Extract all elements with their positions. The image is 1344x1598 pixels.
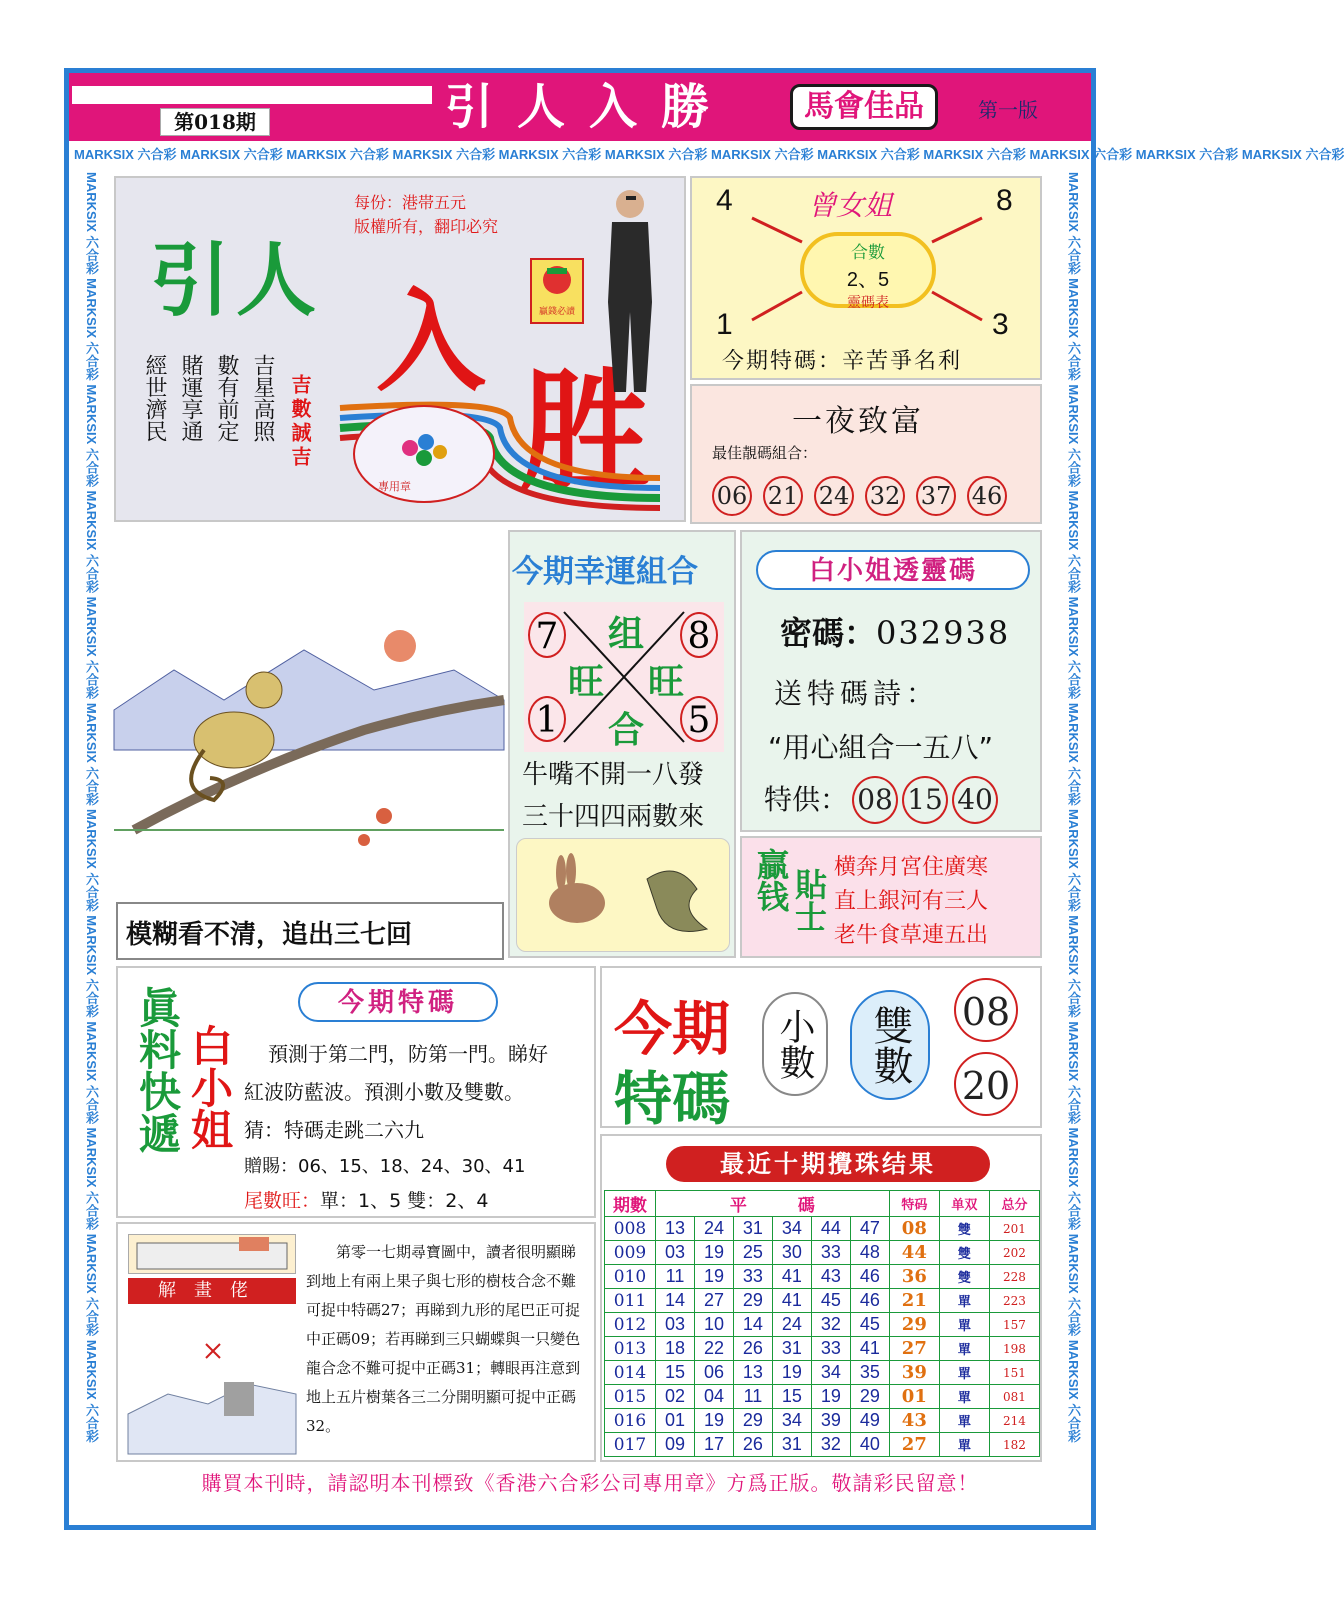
number-cell: 09 (656, 1433, 695, 1457)
hero-title-red1: 入 (376, 278, 486, 406)
total-cell: 228 (989, 1265, 1039, 1289)
table-row (605, 1265, 1040, 1289)
number-cell: 46 (850, 1265, 889, 1289)
rich-num: 21 (763, 476, 803, 516)
oddeven-cell: 單 (939, 1385, 989, 1409)
poem-red: 吉數誠吉 (288, 374, 312, 470)
lucky-right: 旺 (648, 662, 685, 703)
number-cell: 41 (850, 1337, 889, 1361)
special-cell: 27 (889, 1433, 939, 1457)
number-cell: 14 (656, 1289, 695, 1313)
table-row (605, 1337, 1040, 1361)
small-number-tag: 小數 (762, 992, 828, 1096)
header-total: 总分 (989, 1191, 1039, 1217)
footer-notice: 購買本刊時，請認明本刊標致《香港六合彩公司專用章》方爲正版。敬請彩民留意！ (201, 1471, 979, 1495)
number-cell: 40 (850, 1433, 889, 1457)
table-row (605, 1361, 1040, 1385)
number-cell: 48 (850, 1241, 889, 1265)
lucky-top: 组 (608, 614, 645, 655)
special-line1: 預測于第二門，防第一門。睇好 (268, 1042, 548, 1066)
special-title: 今期特碼 (298, 982, 498, 1022)
period-cell: 015 (605, 1385, 656, 1409)
period-cell: 012 (605, 1313, 656, 1337)
number-cell: 11 (733, 1385, 772, 1409)
number-cell: 32 (811, 1313, 850, 1337)
number-cell: 29 (733, 1289, 772, 1313)
number-cell: 03 (656, 1313, 695, 1337)
seal-sub: 專用章 (378, 480, 411, 493)
number-cell: 06 (694, 1361, 733, 1385)
poem-block (130, 354, 300, 442)
number-cell: 19 (811, 1385, 850, 1409)
tseng-panel (690, 176, 1042, 380)
number-cell: 22 (694, 1337, 733, 1361)
special-line5 (244, 1186, 488, 1213)
oddeven-cell: 單 (939, 1361, 989, 1385)
period-cell: 008 (605, 1217, 656, 1241)
header-blank (72, 86, 432, 104)
special-cell: 43 (889, 1409, 939, 1433)
table-row (605, 1241, 1040, 1265)
total-cell: 202 (989, 1241, 1039, 1265)
rich-panel (690, 384, 1042, 524)
number-cell: 35 (850, 1361, 889, 1385)
big-special-panel (600, 966, 1042, 1133)
number-cell: 11 (656, 1265, 695, 1289)
bai-secret-label: 密碼： (780, 614, 877, 652)
number-cell: 34 (811, 1361, 850, 1385)
number-cell: 41 (772, 1265, 811, 1289)
number-cell: 45 (811, 1289, 850, 1313)
total-cell: 223 (989, 1289, 1039, 1313)
big-special-title2: 特碼 (614, 1065, 731, 1133)
special-line5-label: 尾數旺： (244, 1190, 321, 1212)
number-cell: 03 (656, 1241, 695, 1265)
total-cell: 157 (989, 1313, 1039, 1337)
total-cell: 198 (989, 1337, 1039, 1361)
number-cell: 34 (772, 1409, 811, 1433)
number-cell: 45 (850, 1313, 889, 1337)
header-numbers: 平 碼 (656, 1191, 890, 1217)
results-table (604, 1190, 1040, 1457)
marksix-strip-right (1062, 172, 1084, 1462)
bai-poem: “用心組合一五八” (768, 731, 994, 764)
special-line5-value: 單：1、5 雙：2、4 (320, 1190, 489, 1212)
blur-caption: 模糊看不清，追出三七回 (126, 920, 413, 950)
lemur-scene-image (114, 530, 504, 860)
bai-supply-num: 15 (902, 776, 948, 824)
special-cell: 44 (889, 1241, 939, 1265)
fist-icon (532, 260, 582, 300)
tseng-num-bl: 1 (716, 308, 733, 341)
number-cell: 46 (850, 1289, 889, 1313)
number-cell: 15 (656, 1361, 695, 1385)
results-title: 最近十期攪珠结果 (666, 1146, 990, 1182)
lucky-line1: 牛嘴不開一八發 (522, 760, 705, 790)
oddeven-cell: 雙 (939, 1265, 989, 1289)
number-cell: 29 (850, 1385, 889, 1409)
number-cell: 04 (694, 1385, 733, 1409)
rich-numbers (712, 476, 1018, 516)
number-cell: 19 (772, 1361, 811, 1385)
special-side-green: 眞料快遞 (133, 986, 182, 1154)
number-cell: 19 (694, 1241, 733, 1265)
number-cell: 32 (811, 1433, 850, 1457)
number-cell: 18 (656, 1337, 695, 1361)
poem-col-2: 賭運享通 (178, 354, 203, 442)
lucky-num-tl: 7 (528, 612, 566, 658)
strip-text: MARKSIX 六合彩 MARKSIX 六合彩 MARKSIX 六合彩 MARKSIX 六合彩 MARKSIX 六合彩 MARKSIX 六合彩 MARKSIX 六合彩 MARKSIX 六合彩 MARKSIX 六合彩 MARKSIX 六合彩 MARKSIX 六合彩 MARKSIX 六合彩 (74, 147, 1344, 162)
big-special-title1: 今期 (614, 995, 731, 1063)
rich-num: 06 (712, 476, 752, 516)
number-cell: 41 (772, 1289, 811, 1313)
oddeven-cell: 雙 (939, 1217, 989, 1241)
table-row (605, 1313, 1040, 1337)
special-cell: 08 (889, 1217, 939, 1241)
total-cell: 201 (989, 1217, 1039, 1241)
number-cell: 17 (694, 1433, 733, 1457)
lucky-title: 今期幸運組合 (512, 554, 698, 590)
number-cell: 31 (733, 1217, 772, 1241)
bai-supply-num: 08 (852, 776, 898, 824)
strip-text: MARKSIX 六合彩 MARKSIX 六合彩 MARKSIX 六合彩 MARKSIX 六合彩 MARKSIX 六合彩 MARKSIX 六合彩 MARKSIX 六合彩 MARKSIX 六合彩 MARKSIX 六合彩 MARKSIX 六合彩 MARKSIX 六合彩 MARKSIX 六合彩 (1066, 172, 1081, 1443)
lucky-bottom: 合 (608, 710, 645, 751)
rich-num: 46 (967, 476, 1007, 516)
illustration-panel (114, 530, 504, 860)
price-line2: 版權所有，翻印必究 (354, 217, 499, 236)
table-row (605, 1409, 1040, 1433)
number-cell: 14 (733, 1313, 772, 1337)
number-cell: 26 (733, 1433, 772, 1457)
lucky-left: 旺 (568, 662, 605, 703)
bai-panel (740, 530, 1042, 832)
rich-title: 一夜致富 (792, 404, 924, 439)
special-cell: 36 (889, 1265, 939, 1289)
issue-number: 第018期 (160, 108, 270, 136)
special-line4: 贈賜：06、15、18、24、30、41 (244, 1156, 526, 1177)
lucky-cross (524, 602, 724, 752)
tips-line1: 横奔月宮住廣寒 (834, 855, 989, 880)
number-cell: 43 (811, 1265, 850, 1289)
guide-book-image (128, 1234, 296, 1274)
period-cell: 016 (605, 1409, 656, 1433)
special-side-red: 白小姐 (185, 1024, 234, 1150)
oddeven-cell: 單 (939, 1337, 989, 1361)
tseng-num-br: 3 (992, 308, 1009, 341)
book-icon (129, 1235, 297, 1275)
number-cell: 49 (850, 1409, 889, 1433)
edition-label: 第一版 (978, 98, 1038, 122)
rich-subtitle: 最佳靚碼組合： (712, 444, 818, 462)
number-cell: 33 (811, 1337, 850, 1361)
bai-supply-label: 特供： (764, 783, 849, 816)
guide-label: 解畫佬 (128, 1278, 296, 1304)
period-cell: 017 (605, 1433, 656, 1457)
table-row (605, 1289, 1040, 1313)
header-oddeven: 单双 (939, 1191, 989, 1217)
hero-title-green: 引人 (150, 234, 322, 327)
big-special-num: 08 (954, 978, 1018, 1042)
results-panel (600, 1134, 1042, 1462)
lucky-panel (508, 530, 736, 958)
table-row (605, 1385, 1040, 1409)
special-cell: 29 (889, 1313, 939, 1337)
special-cell: 27 (889, 1337, 939, 1361)
number-cell: 25 (733, 1241, 772, 1265)
bai-secret-value: 032938 (876, 614, 1011, 652)
rich-num: 32 (865, 476, 905, 516)
total-cell: 214 (989, 1409, 1039, 1433)
oddeven-cell: 雙 (939, 1241, 989, 1265)
number-cell: 24 (694, 1217, 733, 1241)
man-figure-image (590, 182, 670, 402)
lucky-num-br: 5 (680, 696, 718, 742)
header-period: 期數 (605, 1191, 656, 1217)
oddeven-cell: 單 (939, 1409, 989, 1433)
rabbit-dragon-image (517, 839, 731, 953)
special-cell: 21 (889, 1289, 939, 1313)
price-line1: 每份：港帯五元 (354, 193, 467, 212)
badge-label: 贏錢必讀 (538, 307, 575, 317)
poem-col-4: 吉星高照 (250, 354, 275, 442)
page-title: 引人入勝 (445, 79, 734, 135)
number-cell: 15 (772, 1385, 811, 1409)
total-cell: 151 (989, 1361, 1039, 1385)
bai-supply-num: 40 (952, 776, 998, 824)
hero-panel (114, 176, 686, 522)
number-cell: 33 (811, 1241, 850, 1265)
header-special: 特码 (889, 1191, 939, 1217)
poem-col-3: 數有前定 (214, 354, 239, 442)
special-cell: 01 (889, 1385, 939, 1409)
table-row (605, 1433, 1040, 1457)
tseng-center (800, 232, 936, 311)
period-cell: 014 (605, 1361, 656, 1385)
number-cell: 13 (656, 1217, 695, 1241)
special-line3: 猜：特碼走跳二六九 (244, 1118, 424, 1142)
tips-line3: 老牛食草連五出 (834, 923, 989, 948)
marksix-strip-left (80, 172, 102, 1462)
tseng-special: 今期特碼：辛苦爭名利 (722, 349, 963, 374)
bai-title: 白小姐透靈碼 (756, 550, 1030, 590)
lucky-line2: 三十四四兩數來 (522, 802, 705, 832)
guide-text: 第零一七期尋寶圖中，讀者很明顯睇到地上有兩上果子與七形的樹枝合念不難可捉中特碼27；再睇到九形的尾巴正可捉中正碼09；若再睇到三只蝴蝶與一只變色龍合念不難可捉中正碼31；轉眼再注意到地上五片樹葉各三二分開明顯可捉中正碼32。 (306, 1243, 581, 1435)
winner-badge (530, 258, 584, 324)
period-cell: 011 (605, 1289, 656, 1313)
guide-panel (116, 1222, 596, 1462)
tseng-center-value: 2、5 (846, 269, 890, 291)
tseng-num-tr: 8 (996, 184, 1013, 217)
number-cell: 33 (733, 1265, 772, 1289)
tips-label2: 貼士 (790, 868, 828, 932)
number-cell: 19 (694, 1409, 733, 1433)
number-cell: 31 (772, 1337, 811, 1361)
tseng-center-sub: 靈碼表 (847, 295, 889, 311)
number-cell: 10 (694, 1313, 733, 1337)
period-cell: 013 (605, 1337, 656, 1361)
oddeven-cell: 單 (939, 1313, 989, 1337)
bai-supply (764, 776, 998, 824)
hero-title-red2: 胜 (520, 356, 651, 508)
blur-caption-box (116, 902, 504, 960)
guide-scene-image (128, 1334, 296, 1454)
tseng-center-label: 合數 (851, 243, 885, 263)
oddeven-cell: 單 (939, 1433, 989, 1457)
lucky-num-tr: 8 (680, 612, 718, 658)
number-cell: 26 (733, 1337, 772, 1361)
number-cell: 30 (772, 1241, 811, 1265)
total-cell: 182 (989, 1433, 1039, 1457)
bai-secret (780, 608, 1010, 654)
period-cell: 010 (605, 1265, 656, 1289)
number-cell: 44 (811, 1217, 850, 1241)
number-cell: 02 (656, 1385, 695, 1409)
oddeven-cell: 單 (939, 1289, 989, 1313)
special-cell: 39 (889, 1361, 939, 1385)
number-cell: 13 (733, 1361, 772, 1385)
special-panel (116, 966, 596, 1218)
brand-badge: 馬會佳品 (790, 84, 938, 130)
number-cell: 24 (772, 1313, 811, 1337)
number-cell: 39 (811, 1409, 850, 1433)
tseng-title: 曾女姐 (808, 189, 893, 222)
number-cell: 31 (772, 1433, 811, 1457)
bai-poem-label: 送特碼詩： (774, 677, 940, 710)
special-line2: 紅波防藍波。預測小數及雙數。 (244, 1080, 524, 1104)
zodiac-image-box (516, 838, 730, 952)
number-cell: 01 (656, 1409, 695, 1433)
tseng-num-tl: 4 (716, 184, 733, 217)
tips-panel (740, 836, 1042, 958)
tips-label1: 贏钱 (752, 848, 790, 912)
number-cell: 19 (694, 1265, 733, 1289)
lucky-num-bl: 1 (528, 696, 566, 742)
number-cell: 29 (733, 1409, 772, 1433)
period-cell: 009 (605, 1241, 656, 1265)
strip-text: MARKSIX 六合彩 MARKSIX 六合彩 MARKSIX 六合彩 MARKSIX 六合彩 MARKSIX 六合彩 MARKSIX 六合彩 MARKSIX 六合彩 MARKSIX 六合彩 MARKSIX 六合彩 MARKSIX 六合彩 MARKSIX 六合彩 MARKSIX 六合彩 (84, 172, 99, 1443)
results-header-row (605, 1191, 1040, 1217)
rich-num: 24 (814, 476, 854, 516)
poem-col-1: 經世濟民 (142, 354, 167, 442)
number-cell: 47 (850, 1217, 889, 1241)
rich-num: 37 (916, 476, 956, 516)
tips-line2: 直上銀河有三人 (834, 889, 989, 914)
even-number-tag: 雙數 (850, 990, 930, 1100)
number-cell: 27 (694, 1289, 733, 1313)
number-cell: 34 (772, 1217, 811, 1241)
marksix-strip-top (74, 145, 1344, 165)
big-special-num: 20 (954, 1052, 1018, 1116)
table-row (605, 1217, 1040, 1241)
total-cell: 081 (989, 1385, 1039, 1409)
